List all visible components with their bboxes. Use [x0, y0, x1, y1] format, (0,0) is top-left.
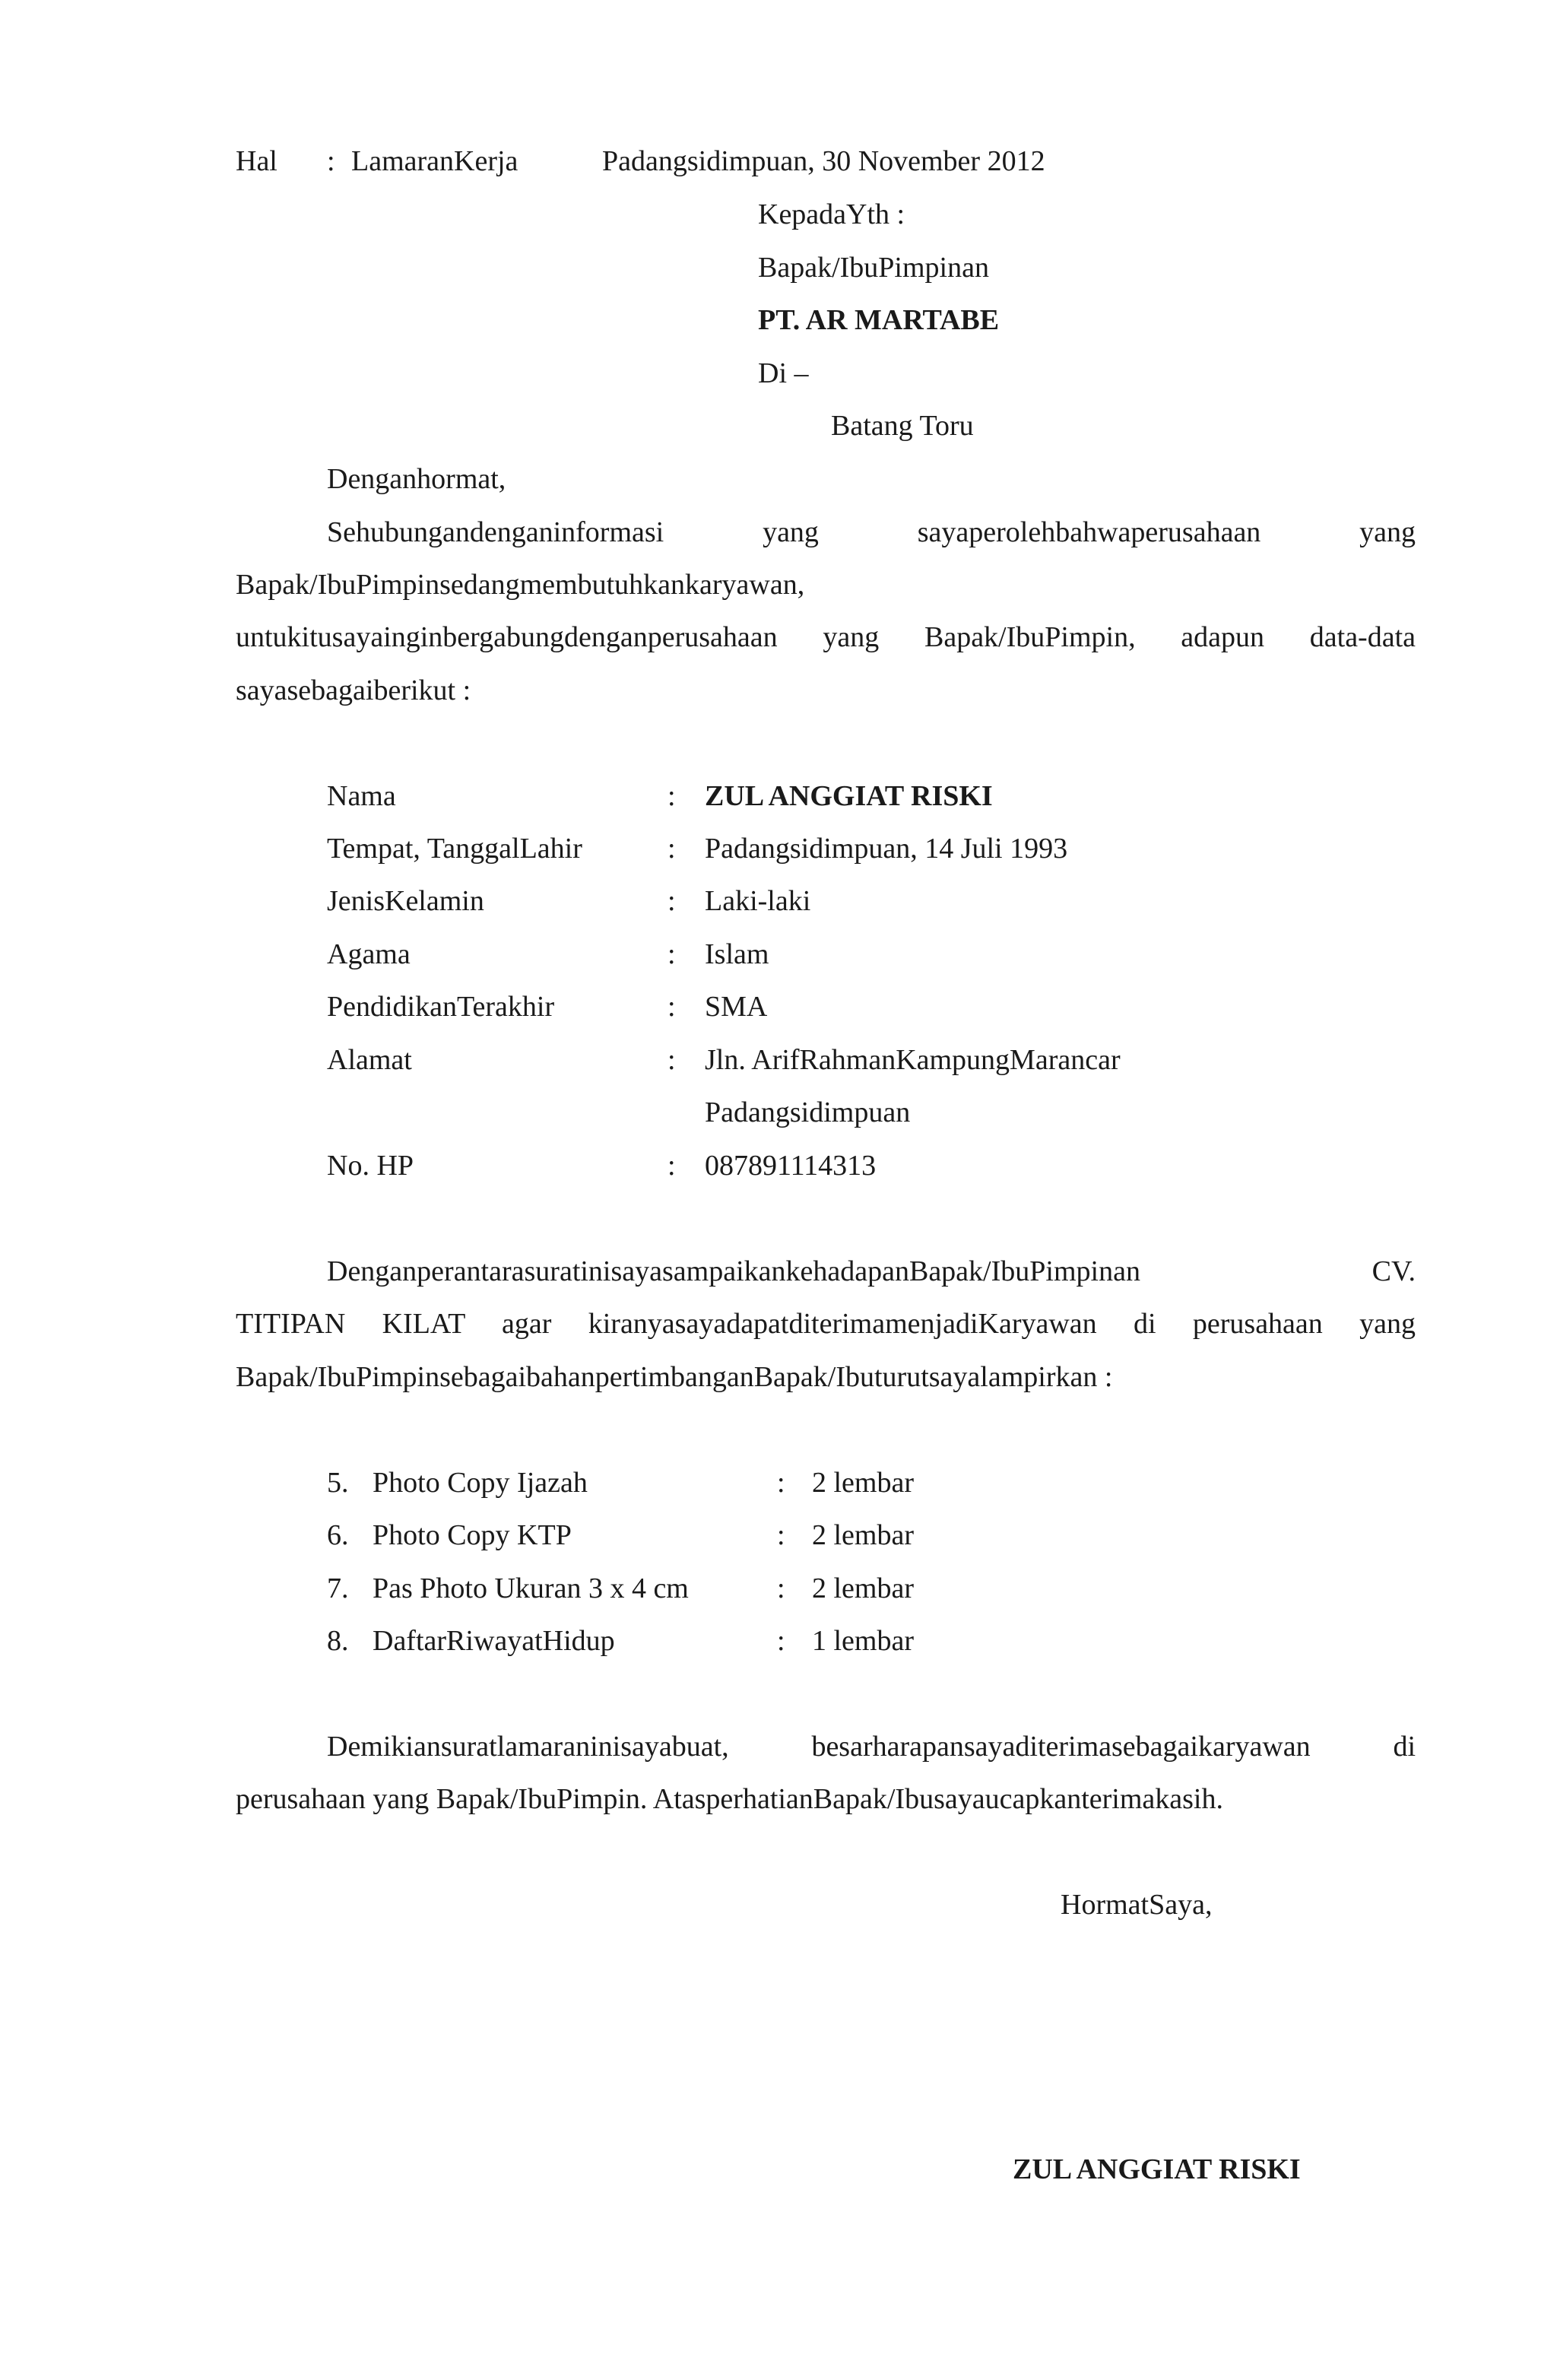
attachment-number: 8. — [327, 1625, 349, 1657]
recipient-title: Bapak/IbuPimpinan — [758, 252, 989, 284]
paragraph3-line2: perusahaan yang Bapak/IbuPimpin. AtasperhatianBapak/Ibusayaucapkanterimakasih. — [236, 1783, 1223, 1815]
recipient-greeting: KepadaYth : — [758, 198, 905, 230]
letter-subject: LamaranKerja — [351, 145, 518, 177]
salutation: Denganhormat, — [327, 463, 506, 495]
attachment-colon: : — [777, 1572, 785, 1604]
attachment-qty: 2 lembar — [812, 1519, 915, 1551]
detail-colon: : — [668, 991, 676, 1023]
detail-colon: : — [668, 938, 676, 970]
detail-colon: : — [668, 780, 676, 812]
paragraph2-line1: DenganperantarasuratinisayasampaikankehadapanBapak/IbuPimpinan CV. — [327, 1255, 1416, 1287]
recipient-company: PT. AR MARTABE — [758, 304, 1000, 336]
detail-label-address: Alamat — [327, 1044, 412, 1076]
detail-colon: : — [668, 1044, 676, 1076]
attachment-item: DaftarRiwayatHidup — [373, 1625, 615, 1657]
signature-name: ZUL ANGGIAT RISKI — [1013, 2153, 1301, 2185]
attachment-qty: 2 lembar — [812, 1572, 915, 1604]
detail-colon: : — [668, 1150, 676, 1182]
attachment-number: 7. — [327, 1572, 349, 1604]
paragraph1-line2: Bapak/IbuPimpinsedangmembutuhkankaryawan, — [236, 569, 805, 601]
attachment-number: 5. — [327, 1467, 349, 1499]
recipient-city: Batang Toru — [831, 410, 974, 442]
attachment-item: Photo Copy Ijazah — [373, 1467, 588, 1499]
hal-label: Hal — [236, 145, 277, 177]
detail-colon: : — [668, 885, 676, 917]
detail-value-gender: Laki-laki — [705, 885, 811, 917]
paragraph1-line1: Sehubungandenganinformasi yang sayaperolehbahwaperusahaan yang — [327, 516, 1416, 548]
detail-value-education: SMA — [705, 991, 768, 1023]
detail-label-name: Nama — [327, 780, 396, 812]
attachment-colon: : — [777, 1519, 785, 1551]
attachment-item: Photo Copy KTP — [373, 1519, 572, 1551]
attachment-item: Pas Photo Ukuran 3 x 4 cm — [373, 1572, 689, 1604]
detail-colon: : — [668, 833, 676, 865]
detail-value-address-line2: Padangsidimpuan — [705, 1096, 911, 1128]
detail-label-birth: Tempat, TanggalLahir — [327, 833, 582, 865]
closing: HormatSaya, — [1061, 1889, 1213, 1921]
attachment-qty: 1 lembar — [812, 1625, 915, 1657]
attachment-qty: 2 lembar — [812, 1467, 915, 1499]
detail-value-address: Jln. ArifRahmanKampungMarancar — [705, 1044, 1121, 1076]
detail-value-religion: Islam — [705, 938, 769, 970]
detail-label-phone: No. HP — [327, 1150, 414, 1182]
paragraph1-line4: sayasebagaiberikut : — [236, 674, 471, 706]
hal-colon: : — [327, 145, 335, 177]
detail-value-birth: Padangsidimpuan, 14 Juli 1993 — [705, 833, 1068, 865]
paragraph2-line3: Bapak/IbuPimpinsebagaibahanpertimbanganBapak/Ibuturutsayalampirkan : — [236, 1361, 1113, 1393]
detail-label-education: PendidikanTerakhir — [327, 991, 555, 1023]
detail-value-phone: 087891114313 — [705, 1150, 877, 1182]
place-date: Padangsidimpuan, 30 November 2012 — [602, 145, 1045, 177]
detail-label-religion: Agama — [327, 938, 411, 970]
paragraph2-line2: TITIPAN KILAT agar kiranyasayadapatditerimamenjadiKaryawan di perusahaan yang — [236, 1308, 1416, 1340]
attachment-colon: : — [777, 1467, 785, 1499]
recipient-di: Di – — [758, 357, 809, 389]
paragraph3-line1: Demikiansuratlamaraninisayabuat, besarharapansayaditerimasebagaikaryawan di — [327, 1731, 1416, 1763]
detail-value-name: ZUL ANGGIAT RISKI — [705, 780, 993, 812]
attachment-colon: : — [777, 1625, 785, 1657]
paragraph1-line3: untukitusayainginbergabungdenganperusahaan yang Bapak/IbuPimpin, adapun data-data — [236, 621, 1416, 653]
detail-label-gender: JenisKelamin — [327, 885, 484, 917]
attachment-number: 6. — [327, 1519, 349, 1551]
